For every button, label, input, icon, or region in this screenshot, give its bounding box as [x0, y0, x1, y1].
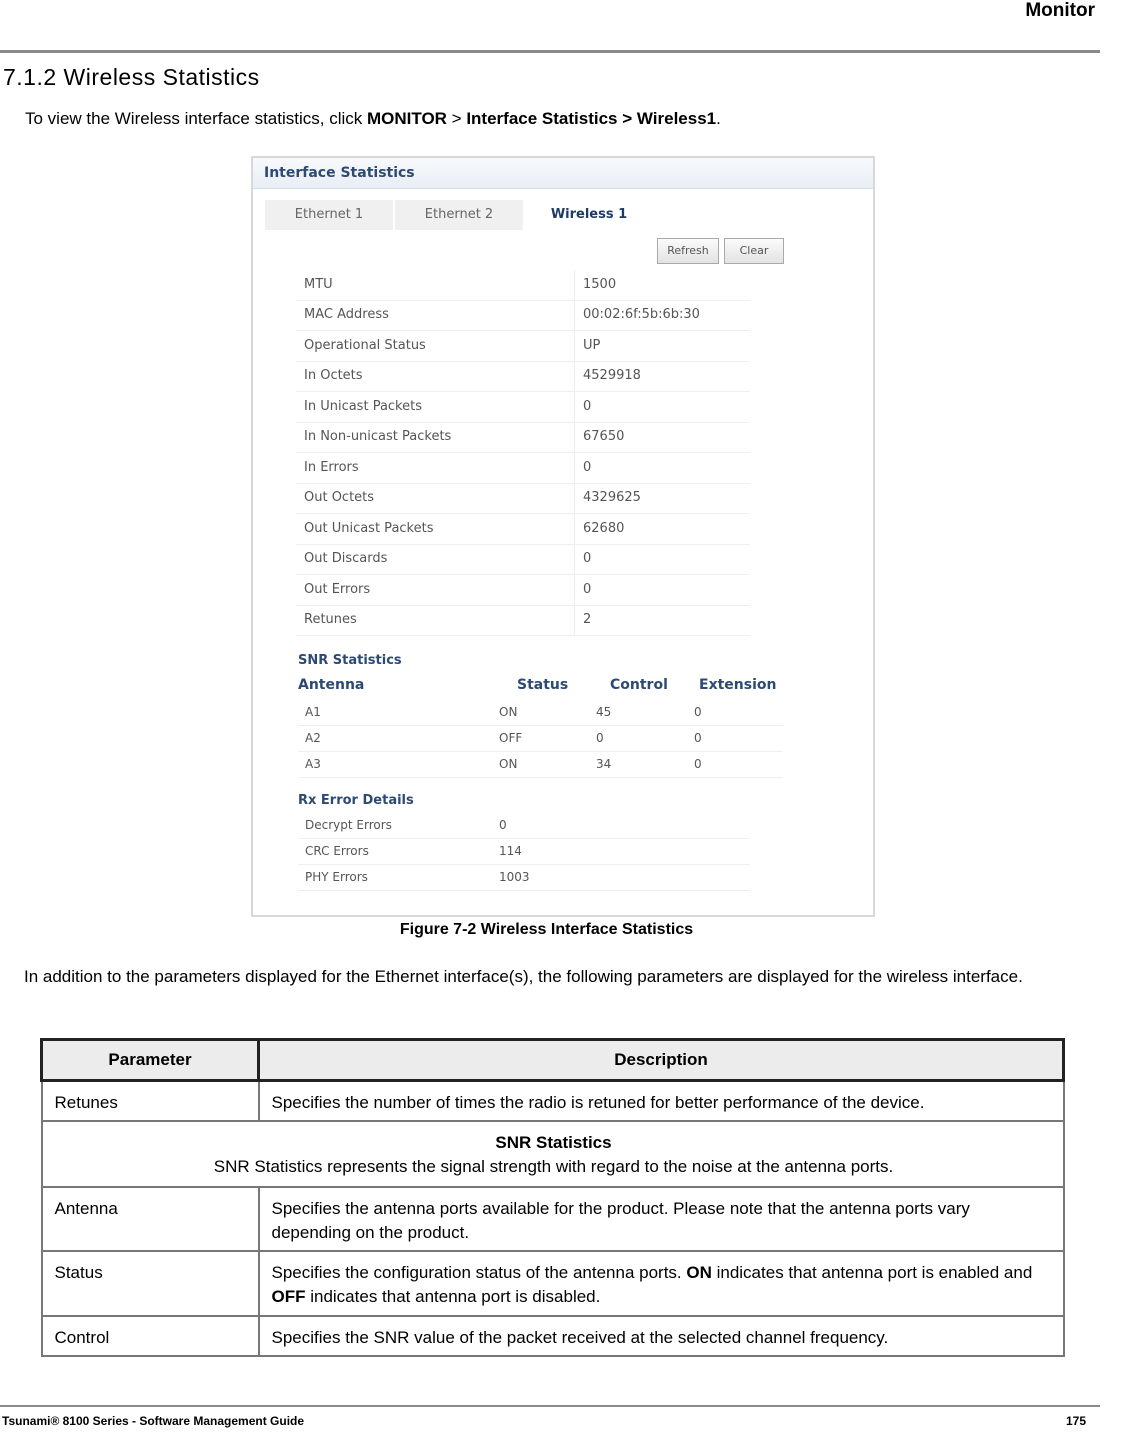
param-cell	[42, 1251, 259, 1316]
stat-row	[296, 453, 750, 484]
stat-label: Operational Status	[304, 338, 426, 353]
stat-value: 4329625	[583, 490, 641, 505]
snr-row	[298, 725, 783, 752]
param-antenna: Antenna	[54, 1198, 118, 1218]
tab-bar	[265, 200, 871, 230]
snr-cell: 0	[694, 731, 702, 745]
param-control: Control	[54, 1327, 110, 1347]
snr-section-cell	[42, 1121, 1064, 1187]
cell-divider	[574, 544, 575, 574]
stat-label: MTU	[304, 277, 333, 292]
intro-prefix: To view the Wireless interface statistics, click	[25, 109, 367, 128]
stat-row	[296, 331, 750, 362]
rx-error-details-title: Rx Error Details	[298, 793, 414, 808]
cell-divider	[574, 575, 575, 605]
stat-value: 2	[583, 612, 592, 627]
stat-label: Retunes	[304, 612, 357, 627]
intro-text	[25, 109, 721, 129]
desc-retunes: Specifies the number of times the radio is retuned for better performance of the device.	[271, 1093, 925, 1112]
cell-divider	[574, 422, 575, 452]
snr-row	[298, 699, 783, 726]
desc-cell	[259, 1251, 1064, 1316]
body-paragraph: In addition to the parameters displayed for the Ethernet interface(s), the following parameters are displayed for the wireless interface.	[24, 967, 1023, 986]
snr-cell: A3	[305, 757, 321, 771]
stat-value: 4529918	[583, 368, 641, 383]
intro-menu-path: Interface Statistics > Wireless1	[466, 109, 717, 128]
stat-label: In Unicast Packets	[304, 399, 422, 414]
header-rule	[0, 50, 1100, 53]
cell-divider	[574, 605, 575, 635]
refresh-button[interactable]: Refresh	[657, 238, 719, 264]
snr-header-antenna: Antenna	[298, 677, 365, 693]
table-row	[42, 1251, 1064, 1316]
parameter-table	[40, 1038, 1065, 1357]
stat-label: Out Discards	[304, 551, 388, 566]
snr-cell: 0	[694, 705, 702, 719]
param-cell	[42, 1081, 259, 1121]
footer-rule	[0, 1405, 1100, 1407]
rx-error-label: Decrypt Errors	[305, 818, 392, 832]
stat-row	[296, 575, 750, 606]
stat-row	[296, 422, 750, 453]
cell-divider	[574, 392, 575, 422]
snr-cell: ON	[499, 757, 518, 771]
rx-error-value: 114	[499, 844, 522, 858]
param-status: Status	[54, 1262, 103, 1282]
rx-error-value: 1003	[499, 870, 530, 884]
table-row	[42, 1187, 1064, 1251]
column-header-parameter: Parameter	[42, 1040, 259, 1081]
snr-header-status: Status	[517, 677, 569, 693]
cell-divider	[574, 453, 575, 483]
snr-cell: ON	[499, 705, 518, 719]
table-row	[42, 1316, 1064, 1356]
intro-suffix: .	[716, 109, 721, 128]
snr-cell: A2	[305, 731, 321, 745]
cell-divider	[574, 514, 575, 544]
stat-label: In Octets	[304, 368, 363, 383]
snr-header-control: Control	[610, 677, 668, 693]
param-cell	[42, 1187, 259, 1251]
desc-cell	[259, 1316, 1064, 1356]
section-title: 7.1.2 Wireless Statistics	[3, 64, 260, 90]
tab-ethernet-2[interactable]: Ethernet 2	[395, 200, 523, 230]
snr-cell: 34	[596, 757, 612, 771]
snr-statistics-title: SNR Statistics	[298, 653, 402, 668]
table-header-row	[42, 1040, 1064, 1081]
stat-label: In Errors	[304, 460, 359, 475]
stat-row	[296, 361, 750, 392]
tab-ethernet-1[interactable]: Ethernet 1	[265, 200, 393, 230]
panel-title: Interface Statistics	[264, 165, 415, 181]
cell-divider	[574, 300, 575, 330]
stat-row	[296, 392, 750, 423]
tab-wireless-1[interactable]: Wireless 1	[525, 200, 653, 230]
snr-header-extension: Extension	[699, 677, 777, 693]
snr-section-title: SNR Statistics	[495, 1132, 612, 1152]
snr-row	[298, 751, 783, 778]
snr-cell: A1	[305, 705, 321, 719]
stat-row	[296, 270, 750, 301]
snr-cell: 45	[596, 705, 612, 719]
desc-status-part: indicates that antenna port is disabled.	[305, 1286, 601, 1306]
cell-divider	[574, 361, 575, 391]
desc-antenna: Specifies the antenna ports available for the product. Please note that the antenna ports vary depending on the product.	[271, 1198, 970, 1242]
stat-row	[296, 300, 750, 331]
desc-status-part: Specifies the configuration status of the antenna ports.	[271, 1262, 687, 1282]
rx-error-label: PHY Errors	[305, 870, 368, 884]
desc-status-part: indicates that antenna port is enabled and	[711, 1262, 1033, 1282]
interface-statistics-panel	[251, 156, 875, 917]
stat-value: 0	[583, 551, 592, 566]
status-on-keyword: ON	[686, 1262, 712, 1282]
table-row	[42, 1121, 1064, 1187]
intro-menu-monitor: MONITOR	[366, 109, 447, 128]
stat-label: In Non-unicast Packets	[304, 429, 452, 444]
rx-error-label: CRC Errors	[305, 844, 369, 858]
intro-separator: >	[446, 109, 467, 128]
param-cell	[42, 1316, 259, 1356]
stat-value: UP	[583, 338, 601, 353]
cell-divider	[574, 483, 575, 513]
cell-divider	[574, 270, 575, 300]
figure-caption: Figure 7-2 Wireless Interface Statistics	[399, 921, 694, 938]
footer-page-number: 175	[1066, 1414, 1087, 1428]
stat-value: 0	[583, 399, 592, 414]
param-retunes: Retunes	[54, 1093, 118, 1112]
cell-divider	[574, 331, 575, 361]
status-off-keyword: OFF	[271, 1286, 306, 1306]
desc-cell	[259, 1187, 1064, 1251]
stat-value: 1500	[583, 277, 617, 292]
table-row	[42, 1081, 1064, 1121]
desc-cell	[259, 1081, 1064, 1121]
rx-error-row	[298, 838, 750, 865]
stat-label: MAC Address	[304, 307, 389, 322]
stat-row	[296, 483, 750, 514]
stat-row	[296, 544, 750, 575]
snr-section-desc: SNR Statistics represents the signal strength with regard to the noise at the antenna ports.	[213, 1156, 894, 1176]
rx-error-row	[298, 864, 750, 891]
desc-control: Specifies the SNR value of the packet received at the selected channel frequency.	[271, 1327, 889, 1347]
stat-row	[296, 514, 750, 545]
snr-section-content	[43, 1122, 1063, 1179]
snr-cell: OFF	[499, 731, 523, 745]
clear-button[interactable]: Clear	[724, 238, 784, 264]
snr-cell: 0	[596, 731, 604, 745]
page-header-title: Monitor	[1025, 0, 1095, 21]
stat-value: 62680	[583, 521, 625, 536]
stat-row	[296, 605, 750, 636]
stat-value: 0	[583, 582, 592, 597]
desc-status	[260, 1252, 1063, 1309]
snr-cell: 0	[694, 757, 702, 771]
stat-value: 00:02:6f:5b:6b:30	[583, 307, 700, 322]
stat-label: Out Errors	[304, 582, 371, 597]
column-header-description: Description	[259, 1040, 1064, 1081]
stat-value: 0	[583, 460, 592, 475]
stat-label: Out Unicast Packets	[304, 521, 434, 536]
stat-label: Out Octets	[304, 490, 375, 505]
rx-error-row	[298, 812, 750, 839]
rx-error-value: 0	[499, 818, 507, 832]
footer-document-title: Tsunami® 8100 Series - Software Management Guide	[2, 1414, 305, 1428]
stat-value: 67650	[583, 429, 625, 444]
